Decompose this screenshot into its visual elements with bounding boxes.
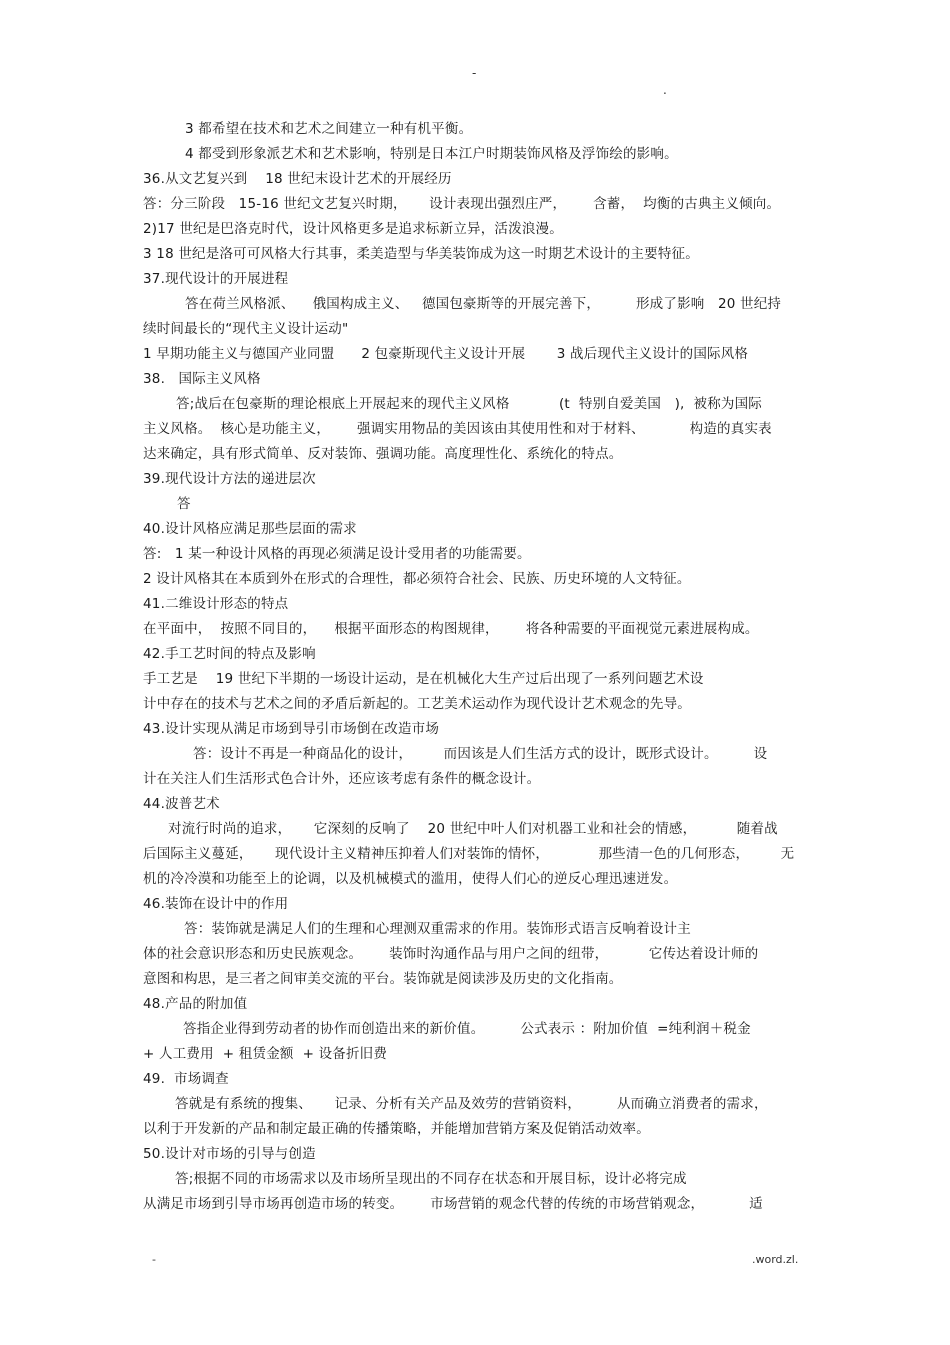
text-line: 46.装饰在设计中的作用 (143, 896, 289, 912)
text-line: 答：设计不再是一种商品化的设计， 而因该是人们生活方式的设计，既形式设计。 设 (193, 746, 768, 762)
text-line: 2)17 世纪是巴洛克时代，设计风格更多是追求标新立异，活泼浪漫。 (143, 221, 563, 237)
text-line: 从满足市场到引导市场再创造市场的转变。 市场营销的观念代替的传统的市场营销观念， 适 (143, 1196, 763, 1212)
text-line: 48.产品的附加值 (143, 996, 248, 1012)
text-line: 答: 1 某一种设计风格的再现必须满足设计受用者的功能需要。 (143, 546, 531, 562)
text-line: 36.从文艺复兴到 18 世纪末设计艺术的开展经历 (143, 171, 452, 187)
text-line: 38. 国际主义风格 (143, 371, 261, 387)
text-line: 以利于开发新的产品和制定最正确的传播策略，并能增加营销方案及促销活动效率。 (143, 1121, 650, 1137)
text-line: 39.现代设计方法的递进层次 (143, 471, 316, 487)
text-line: 意图和构思，是三者之间审美交流的平台。装饰就是阅读涉及历史的文化指南。 (143, 971, 623, 987)
text-line: 50.设计对市场的引导与创造 (143, 1146, 316, 1162)
text-line: 答 (177, 496, 191, 512)
text-line: 续时间最长的“现代主义设计运动" (143, 321, 349, 337)
text-line: 答;战后在包豪斯的理论根底上开展起来的现代主义风格 (t 特别自爱美国 ), 被称为国际 (176, 396, 763, 412)
text-line: 41.二维设计形态的特点 (143, 596, 289, 612)
text-line: 1 早期功能主义与德国产业同盟 2 包豪斯现代主义设计开展 3 战后现代主义设计的国际风格 (143, 346, 749, 362)
text-line: 44.波普艺术 (143, 796, 220, 812)
text-line: 答指企业得到劳动者的协作而创造出来的新价值。 公式表示 ：附加价值 =纯利润＋税金 (183, 1021, 751, 1037)
text-line: 40.设计风格应满足那些层面的需求 (143, 521, 357, 537)
text-line: 对流行时尚的追求， 它深刻的反响了 20 世纪中叶人们对机器工业和社会的情感， 随着战 (168, 821, 778, 837)
footer-right-text: .word.zl. (752, 1253, 799, 1266)
text-line: 答;根据不同的市场需求以及市场所呈现出的不同存在状态和开展目标，设计必将完成 (175, 1171, 687, 1187)
text-line: 42.手工艺时间的特点及影响 (143, 646, 316, 662)
text-line: 3 18 世纪是洛可可风格大行其事，柔美造型与华美装饰成为这一时期艺术设计的主要特征。 (143, 246, 699, 262)
text-line: 手工艺是 19 世纪下半期的一场设计运动，是在机械化大生产过后出现了一系列问题艺术设 (143, 671, 704, 687)
text-line: 3 都希望在技术和艺术之间建立一种有机平衡。 (185, 121, 473, 137)
text-line: 37.现代设计的开展进程 (143, 271, 289, 287)
text-line: 主义风格。 核心是功能主义， 强调实用物品的美因该由其使用性和对于材料、 构造的真实表 (143, 421, 772, 437)
text-line: 答：装饰就是满足人们的生理和心理测双重需求的作用。装饰形式语言反响着设计主 (184, 921, 691, 937)
header-right-mark: . (663, 83, 667, 97)
text-line: 达来确定，具有形式简单、反对装饰、强调功能。高度理性化、系统化的特点。 (143, 446, 623, 462)
text-line: 在平面中， 按照不同目的， 根据平面形态的构图规律， 将各种需要的平面视觉元素进展构成。 (143, 621, 759, 637)
text-line: 计中存在的技术与艺术之间的矛盾后新起的。工艺美术运动作为现代设计艺术观念的先导。 (143, 696, 691, 712)
text-line: 体的社会意识形态和历史民族观念。 装饰时沟通作品与用户之间的纽带， 它传达着设计师的 (143, 946, 759, 962)
text-line: 43.设计实现从满足市场到导引市场倒在改造市场 (143, 721, 440, 737)
text-line: 答就是有系统的搜集、 记录、分析有关产品及效劳的营销资料， 从而确立消费者的需求， (175, 1096, 768, 1112)
footer-left-mark: - (152, 1253, 156, 1266)
text-line: 答在荷兰风格派、 俄国构成主义、 德国包豪斯等的开展完善下， 形成了影响 20 世纪持 (185, 296, 782, 312)
text-line: 后国际主义蔓延， 现代设计主义精神压抑着人们对装饰的情怀， 那些清一色的几何形态， 无 (143, 846, 795, 862)
text-line: 2 设计风格其在本质到外在形式的合理性，都必须符合社会、民族、历史环境的人文特征。 (143, 571, 691, 587)
text-line: 49. 市场调查 (143, 1071, 229, 1087)
text-line: 答：分三阶段 15-16 世纪文艺复兴时期， 设计表现出强烈庄严， 含蓄， 均衡的古典主义倾向。 (143, 196, 781, 212)
text-line: 计在关注人们生活形式色合计外，还应该考虑有条件的概念设计。 (143, 771, 541, 787)
text-line: 4 都受到形象派艺术和艺术影响，特别是日本江户时期装饰风格及浮饰绘的影响。 (185, 146, 678, 162)
text-line: + 人工费用 + 租赁金额 + 设备折旧费 (143, 1046, 388, 1062)
header-left-mark: - (472, 66, 477, 80)
text-line: 机的冷冷漠和功能至上的论调，以及机械模式的滥用，使得人们心的逆反心理迅速迸发。 (143, 871, 678, 887)
